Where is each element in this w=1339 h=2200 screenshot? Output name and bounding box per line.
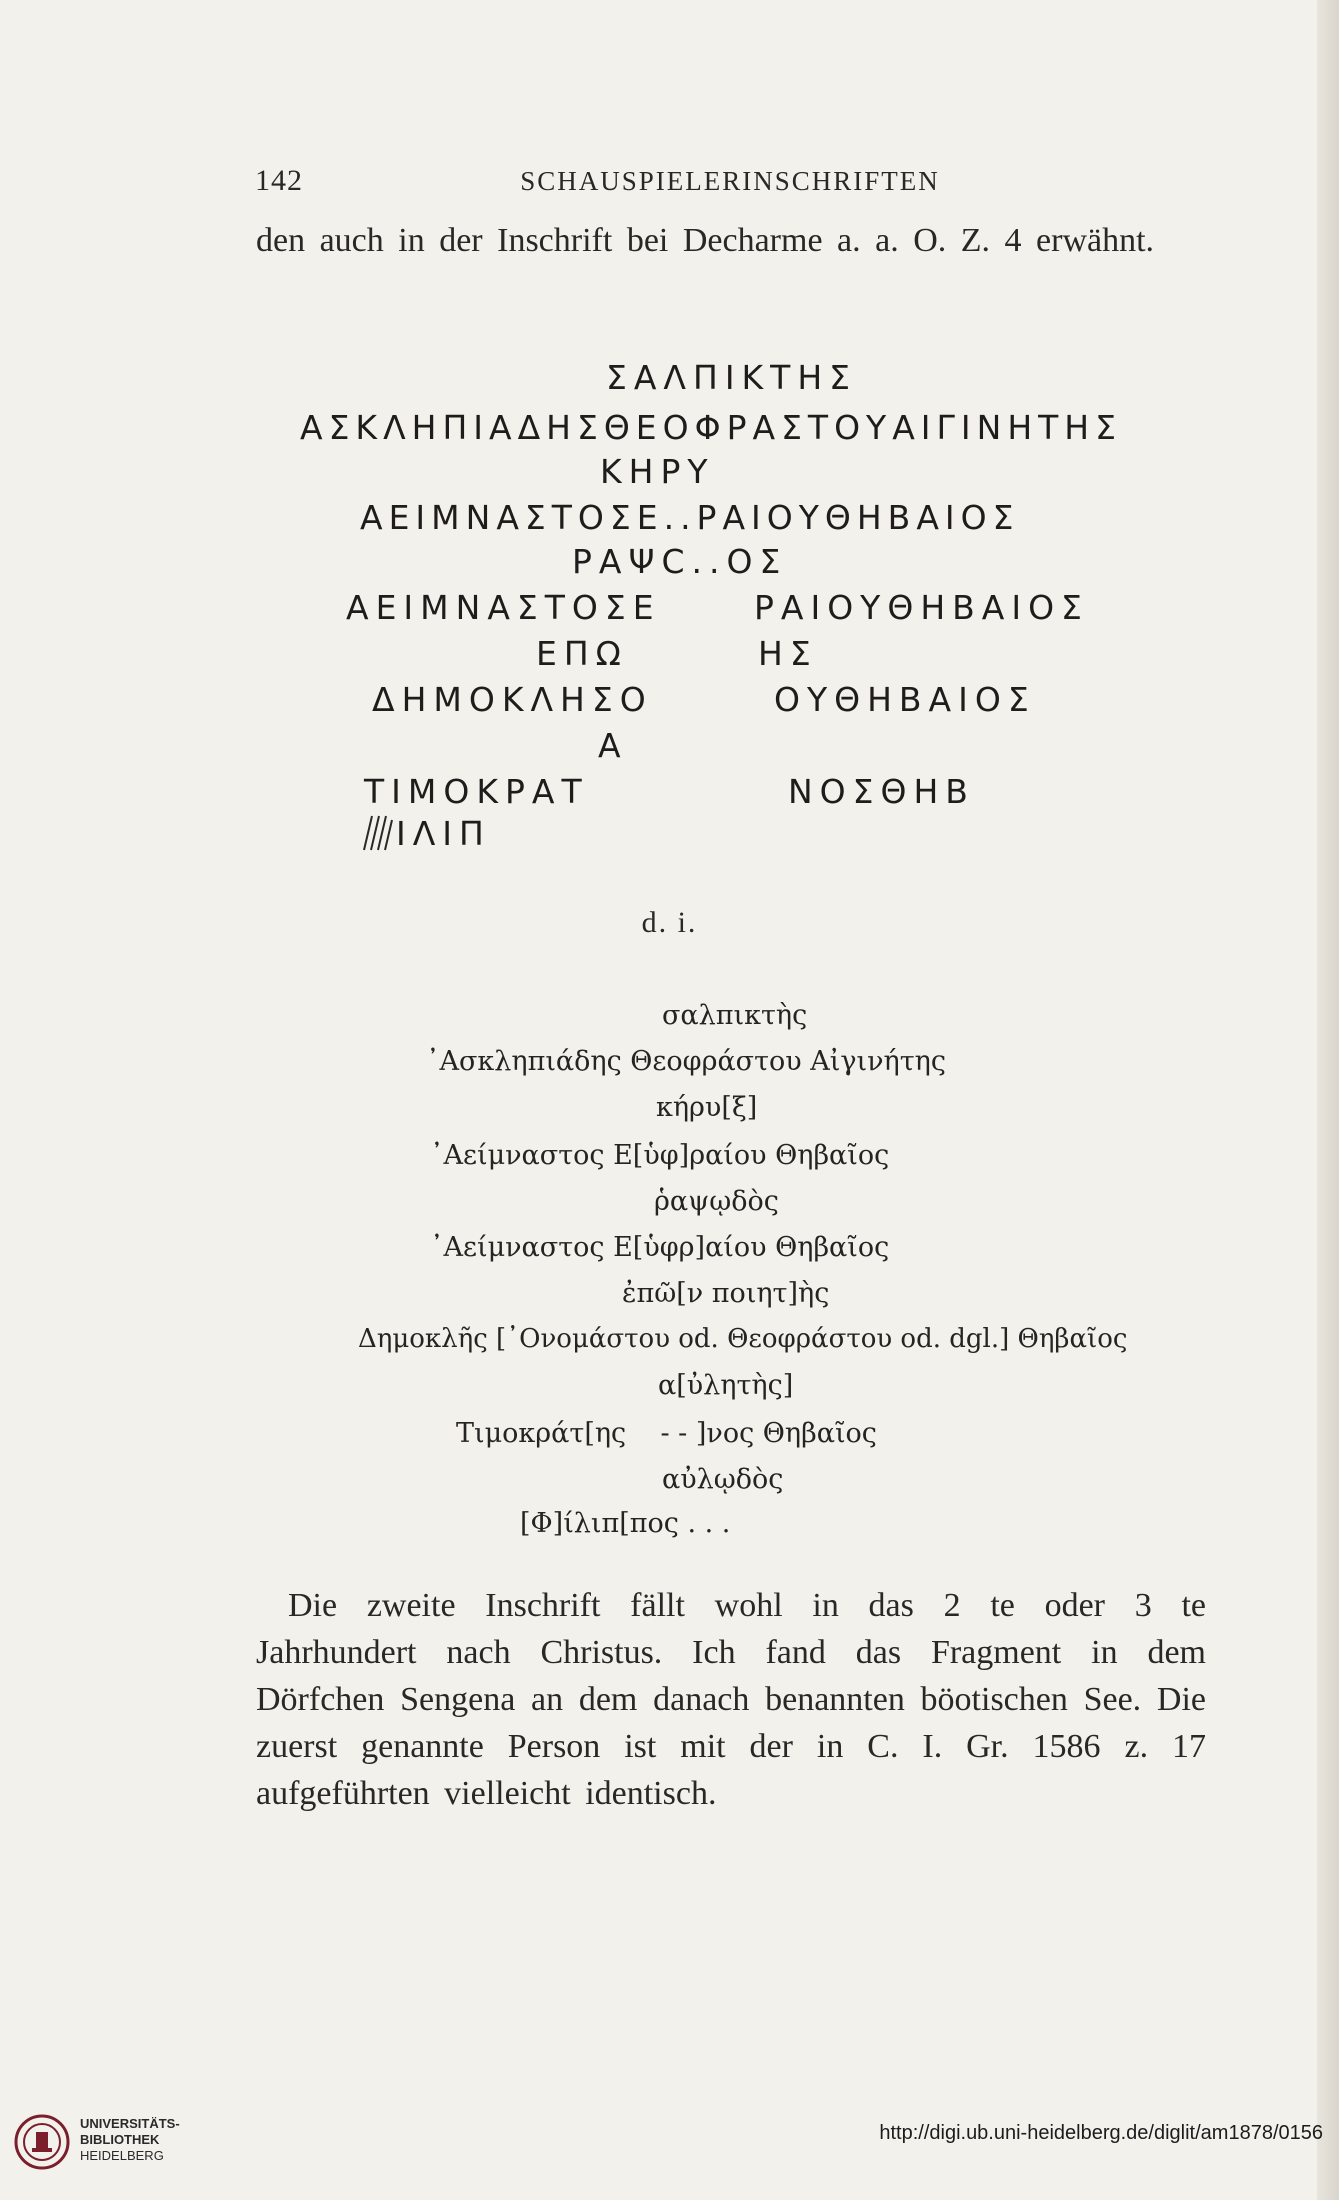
page-number: 142: [255, 164, 303, 197]
inscription-line-5: ΡΑΨC..ΟΣ: [572, 542, 788, 581]
inscription-line-4: ΑΕΙΜΝΑΣΤΟΣΕ..ΡΑΙΟΥΘΗΒΑΙΟΣ: [360, 498, 1020, 537]
source-url-link[interactable]: http://digi.ub.uni-heidelberg.de/diglit/am1878/0156: [879, 2122, 1323, 2144]
footer: [0, 2100, 1339, 2200]
transliteration-line-1: σαλπικτὴς: [662, 1000, 808, 1031]
inscription-line-10b: ΝΟΣΘΗΒ: [788, 772, 975, 811]
inscription-line-3: ΚΗΡΥ: [600, 452, 715, 491]
inscription-line-2: ΑΣΚΛΗΠΙΑΔΗΣΘΕΟΦΡΑΣΤΟΥΑΙΓΙΝΗΤΗΣ: [300, 408, 1122, 447]
library-line-3: HEIDELBERG: [80, 2148, 164, 2163]
transliteration-line-4: ᾽Αείμναστος Ε[ὑφ]ραίου Θηβαῖος: [430, 1140, 890, 1171]
paragraph-bottom: Die zweite Inschrift fällt wohl in das 2 te oder 3 te Jahrhundert nach Christus. Ich fand das Fragment in dem Dörfchen Sengena an dem danach benannten böotischen See. Die zuerst genannte Person ist mit der in C. I. Gr. 1586 z. 17 aufgeführten vielleicht identisch.: [256, 1587, 1206, 1812]
inscription-line-6b: ΡΑΙΟΥΘΗΒΑΙΟΣ: [754, 588, 1089, 627]
transliteration-line-7: ἐπῶ[ν ποιητ]ὴς: [622, 1278, 830, 1309]
inscription-line-7b: ΗΣ: [758, 634, 818, 673]
inscription-line-7a: ΕΠΩ: [536, 634, 628, 673]
library-name: [80, 2116, 180, 2164]
inscription-line-1: ΣΑΛΠΙΚΤΗΣ: [606, 358, 858, 397]
university-seal-icon: [14, 2114, 70, 2170]
page-header: [255, 164, 1205, 204]
transliteration-line-2: ᾽Ασκληπιάδης Θεοφράστου Αἰγινήτης: [426, 1046, 946, 1077]
inscription-line-8b: ΟΥΘΗΒΑΙΟΣ: [774, 680, 1036, 719]
library-line-1: UNIVERSITÄTS-: [80, 2116, 180, 2131]
transliteration-line-9: α[ὐλητὴς]: [658, 1370, 794, 1401]
inscription-line-10a: ΤΙΜΟΚΡΑΤ: [364, 772, 589, 811]
paragraph-top: den auch in der Inschrift bei Decharme a. a. O. Z. 4 erwähnt.: [256, 222, 1155, 259]
inscription-line-9: Α: [598, 726, 628, 765]
transliteration-line-8: Δημοκλῆς [᾽Ονομάστου od. Θεοφράστου od. dgl.] Θηβαῖος: [358, 1324, 1128, 1354]
hatched-lacuna-icon: [360, 812, 394, 852]
running-title: SCHAUSPIELERINSCHRIFTEN: [520, 166, 940, 196]
library-line-2: BIBLIOTHEK: [80, 2132, 160, 2147]
page-edge: [1317, 0, 1339, 2200]
transliteration-line-6: ᾽Αείμναστος Ε[ὑφρ]αίου Θηβαῖος: [430, 1232, 890, 1263]
inscription-line-11: ΙΛΙΠ: [396, 814, 491, 853]
transliteration-line-11: αὐλῳδὸς: [662, 1464, 784, 1495]
di-label: d. i.: [641, 906, 698, 939]
transliteration-line-12: [Φ]ίλιπ[πος . . .: [520, 1508, 731, 1539]
inscription-line-6a: ΑΕΙΜΝΑΣΤΟΣΕ: [346, 588, 661, 627]
transliteration-line-5: ῥαψῳδὸς: [654, 1186, 779, 1217]
transliteration-line-3: κήρυ[ξ]: [656, 1092, 758, 1123]
transliteration-line-10: Τιμοκράτ[ης - - ]νος Θηβαῖος: [456, 1418, 877, 1449]
inscription-line-8a: ΔΗΜΟΚΛΗΣΟ: [372, 680, 653, 719]
